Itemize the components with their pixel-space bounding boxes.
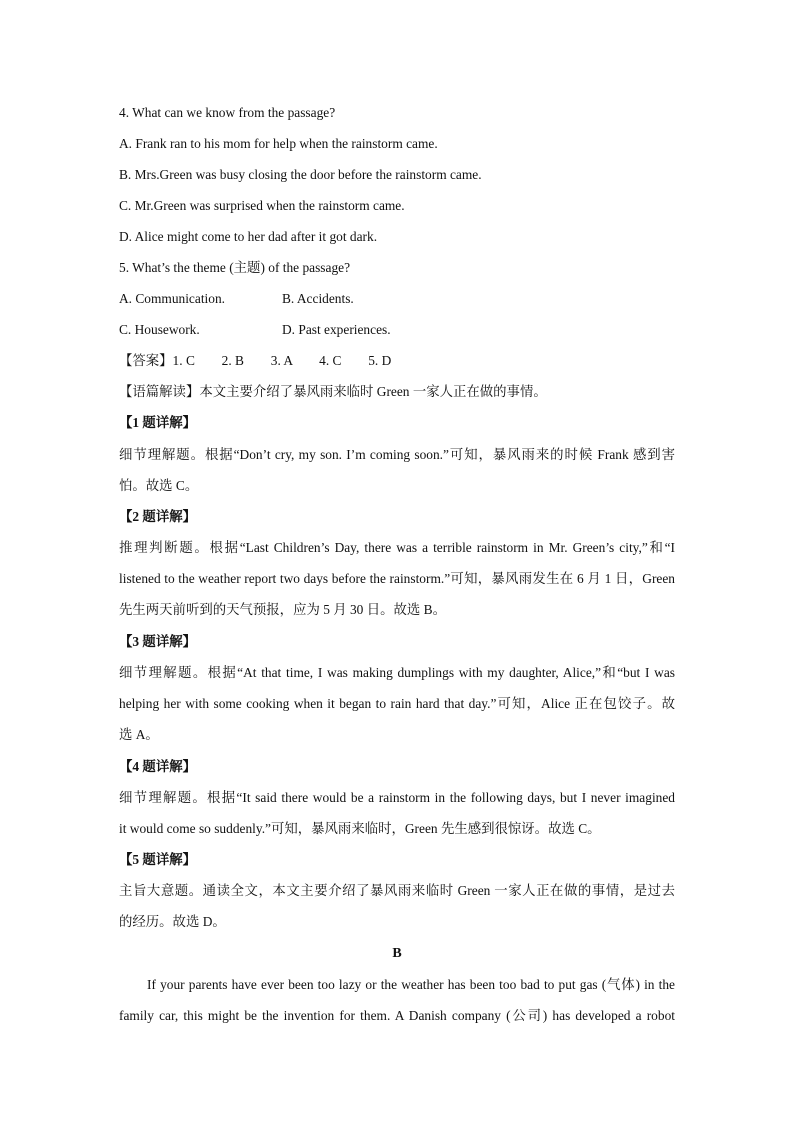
detail-2-heading: 【2 题详解】 [119, 509, 196, 524]
passage-line-1: If your parents have ever been too lazy or the weather has been too bad to put gas (气体) in the [147, 977, 675, 992]
q4-option-b: B. Mrs.Green was busy closing the door before the rainstorm came. [119, 167, 482, 182]
q5-options-row-1 [119, 290, 675, 308]
detail-5-text-line-2: 的经历。故选 D。 [119, 914, 226, 929]
section-title: B [392, 946, 402, 961]
detail-5-heading: 【5 题详解】 [119, 852, 196, 867]
detail-4-text-line-2: it would come so suddenly.”可知，暴风雨来临时，Green 先生感到很惊讶。故选 C。 [119, 821, 601, 836]
question-5: 5. What’s the theme (主题) of the passage? [119, 260, 351, 275]
q4-option-a: A. Frank ran to his mom for help when the rainstorm came. [119, 136, 438, 151]
detail-3-text-line-2: helping her with some cooking when it began to rain hard that day.”可知，Alice 正在包饺子。故 [119, 696, 675, 711]
question-4: 4. What can we know from the passage? [119, 105, 336, 120]
detail-2-text-line-1: 推理判断题。根据“Last Children’s Day, there was a terrible rainstorm in Mr. Green’s city,”和“I [119, 540, 675, 555]
detail-1-text-line-2: 怕。故选 C。 [119, 478, 199, 493]
detail-1-text-line-1: 细节理解题。根据“Don’t cry, my son. I’m coming soon.”可知，暴风雨来的时候 Frank 感到害 [119, 447, 675, 462]
detail-3-text-line-1: 细节理解题。根据“At that time, I was making dumplings with my daughter, Alice,”和“but I was [119, 665, 675, 680]
detail-4-text-line-1: 细节理解题。根据“It said there would be a rainstorm in the following days, but I never imagined [119, 790, 675, 805]
q5-option-b: B. Accidents. [282, 291, 354, 306]
q5-options-row-2 [119, 321, 675, 339]
passage-summary: 【语篇解读】本文主要介绍了暴风雨来临时 Green 一家人正在做的事情。 [119, 384, 547, 399]
detail-2-text-line-2: listened to the weather report two days before the rainstorm.”可知，暴风雨发生在 6 月 1 日，Green [119, 571, 675, 586]
q5-option-d: D. Past experiences. [282, 322, 391, 337]
answer-key: 【答案】1. C 2. B 3. A 4. C 5. D [119, 353, 392, 368]
detail-5-text-line-1: 主旨大意题。通读全文，本文主要介绍了暴风雨来临时 Green 一家人正在做的事情，是过去 [119, 883, 675, 898]
detail-3-text-line-3: 选 A。 [119, 727, 159, 742]
q4-option-c: C. Mr.Green was surprised when the rainstorm came. [119, 198, 405, 213]
detail-1-heading: 【1 题详解】 [119, 415, 196, 430]
detail-4-heading: 【4 题详解】 [119, 759, 196, 774]
q5-option-c: C. Housework. [119, 322, 200, 337]
q4-option-d: D. Alice might come to her dad after it got dark. [119, 229, 378, 244]
q5-option-a: A. Communication. [119, 291, 226, 306]
passage-line-2: family car, this might be the invention for them. A Danish company (公司) has developed a robot [119, 1008, 675, 1023]
detail-2-text-line-3: 先生两天前听到的天气预报，应为 5 月 30 日。故选 B。 [119, 602, 446, 617]
detail-3-heading: 【3 题详解】 [119, 634, 196, 649]
